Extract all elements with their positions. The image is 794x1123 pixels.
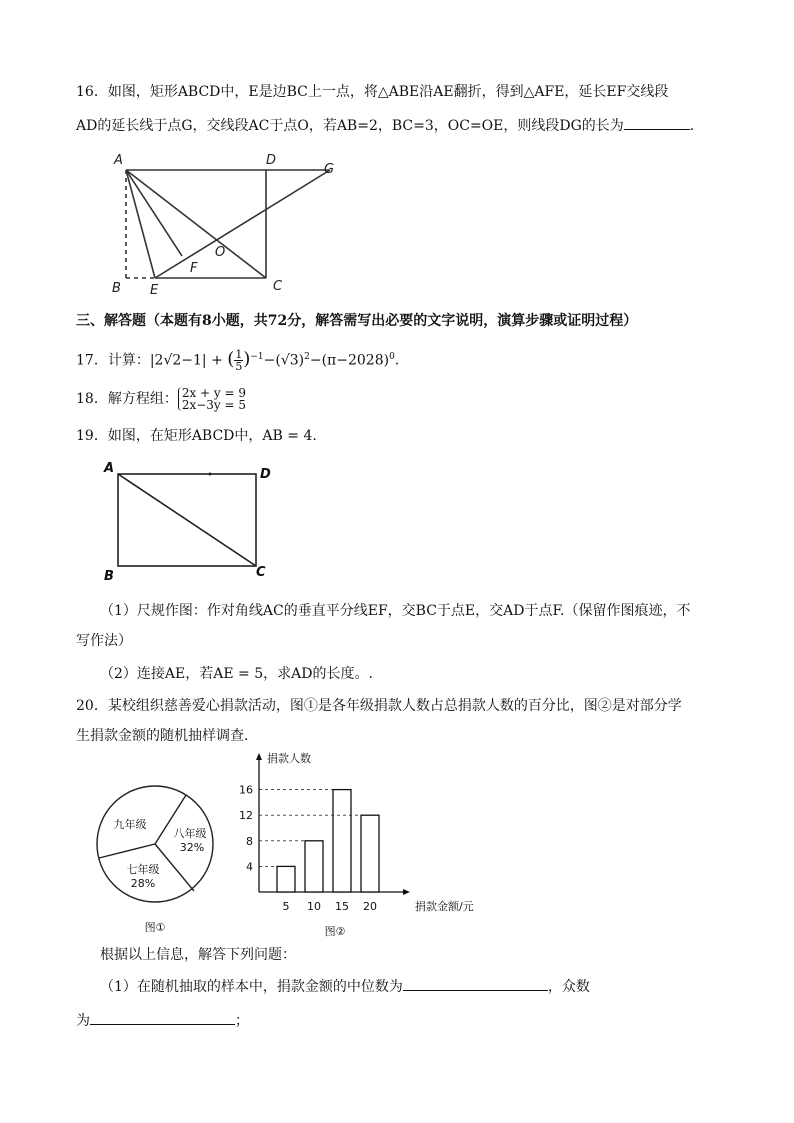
x-tick-5: 5 bbox=[282, 900, 290, 913]
q16-figure bbox=[100, 150, 350, 300]
q20-line2: 生捐款金额的随机抽样调查． bbox=[76, 728, 258, 744]
q16-label-E: E bbox=[150, 283, 159, 298]
q20-part1-end: ； bbox=[235, 1013, 249, 1029]
x-tick-10: 10 bbox=[307, 900, 321, 913]
y-tick-12: 12 bbox=[239, 809, 253, 823]
q19-label-B: B bbox=[104, 569, 114, 584]
q17-plus: + bbox=[211, 352, 223, 369]
q19-part2: （2）连接AE，若AE = 5，求AD的长度。. bbox=[100, 666, 373, 682]
q16-label-B: B bbox=[112, 281, 121, 296]
y-tick-16: 16 bbox=[239, 783, 253, 797]
q17-sqrt-part: −(√3) bbox=[263, 352, 305, 369]
bar-5 bbox=[277, 866, 295, 892]
q17-frac-num: 1 bbox=[235, 348, 243, 362]
q16-label-G: G bbox=[324, 162, 335, 177]
x-axis-label: 捐款金额/元 bbox=[415, 900, 474, 913]
q20-part1-mode-label: ，众数 bbox=[547, 979, 590, 995]
pie-label-grade9: 九年级 bbox=[113, 818, 147, 831]
bar-10 bbox=[305, 841, 323, 892]
y-tick-4: 4 bbox=[246, 860, 253, 874]
q17-prefix: 17．计算： bbox=[76, 352, 150, 369]
q19-part1-line2: 写作法） bbox=[76, 633, 132, 649]
y-axis-label: 捐款人数 bbox=[267, 752, 311, 765]
q17-frac-den: 5 bbox=[235, 360, 243, 374]
q16-line1: 16．如图，矩形ABCD中，E是边BC上一点，将△ABE沿AE翻折，得到△AFE，延长EF交线段 bbox=[76, 84, 669, 100]
y-axis-arrow bbox=[256, 753, 262, 760]
q16-line2-text: AD的延长线于点G，交线段AC于点O，若AB=2，BC=3，OC=OE，则线段DG的长为 bbox=[76, 118, 624, 134]
q17-abs: |2√2−1| bbox=[149, 352, 207, 369]
median-blank bbox=[403, 976, 548, 991]
q16-answer-blank bbox=[624, 115, 690, 130]
q20-line1: 20．某校组织慈善爱心捐款活动，图①是各年级捐款人数占总捐款人数的百分比，图②是对部分学 bbox=[76, 698, 682, 714]
q17-line: 17．计算：|2√2−1| + ( $\frac{1}{5}$ )$^{-1}-(√3)^2-(\pi-2028)^0$. bbox=[76, 348, 400, 374]
q18-prefix: 18．解方程组： bbox=[76, 391, 178, 407]
q17-fraction bbox=[234, 349, 243, 372]
q16-label-F: F bbox=[190, 261, 198, 276]
x-axis-arrow bbox=[403, 889, 410, 895]
q18-line bbox=[76, 384, 246, 414]
q19-part1-line1: （1）尺规作图：作对角线AC的垂直平分线EF，交BC于点E，交AD于点F.（保留作图痕迹，不 bbox=[100, 603, 691, 619]
q19-label-C: C bbox=[256, 565, 266, 580]
q20-part1-line2 bbox=[76, 1010, 249, 1031]
q16-line2-end: . bbox=[689, 118, 695, 134]
q16-label-A: A bbox=[114, 153, 123, 168]
q20-part1-text: （1）在随机抽取的样本中，捐款金额的中位数为 bbox=[100, 979, 403, 995]
y-tick-8: 8 bbox=[246, 834, 253, 848]
q16-label-C: C bbox=[273, 279, 283, 294]
bar-20 bbox=[361, 815, 379, 892]
bar-15 bbox=[333, 790, 351, 892]
q20-bar-chart bbox=[235, 752, 475, 942]
mode-blank bbox=[90, 1010, 235, 1025]
section3-heading: 三、解答题（本题有8小题，共72分，解答需写出必要的文字说明，演算步骤或证明过程） bbox=[76, 313, 638, 329]
q16-label-D: D bbox=[266, 153, 277, 168]
q17-square: 2 bbox=[304, 352, 310, 362]
q17-pi-part: −(π−2028) bbox=[309, 352, 390, 369]
q18-eq2: 2x−3y = 5 bbox=[181, 398, 247, 412]
q19-label-D: D bbox=[260, 467, 271, 482]
q19-intro: 19．如图，在矩形ABCD中，AB = 4. bbox=[76, 428, 317, 444]
q17-zero-exp: 0 bbox=[389, 352, 395, 362]
pie-percent-grade8: 32% bbox=[179, 841, 205, 854]
q18-eq1: 2x + y = 9 bbox=[181, 386, 247, 400]
pie-percent-grade7: 28% bbox=[130, 877, 156, 890]
q16-label-O: O bbox=[215, 245, 226, 260]
q17-exponent: −1 bbox=[250, 352, 264, 362]
bar-caption: 图② bbox=[324, 925, 346, 938]
q19-label-A: A bbox=[104, 461, 115, 476]
q20-part1-wei: 为 bbox=[76, 1013, 90, 1029]
pie-caption: 图① bbox=[144, 921, 166, 934]
x-tick-15: 15 bbox=[335, 900, 349, 913]
q20-intro: 根据以上信息，解答下列问题： bbox=[100, 947, 296, 963]
q19-figure bbox=[100, 458, 280, 586]
q18-system bbox=[178, 387, 246, 411]
q16-line2 bbox=[76, 115, 694, 136]
x-tick-20: 20 bbox=[363, 900, 377, 913]
q20-pie-chart bbox=[90, 780, 220, 940]
q20-part1-line1 bbox=[100, 976, 590, 997]
q17-end: . bbox=[394, 352, 400, 369]
pie-label-grade8: 八年级 bbox=[173, 827, 207, 840]
pie-label-grade7: 七年级 bbox=[126, 863, 160, 876]
